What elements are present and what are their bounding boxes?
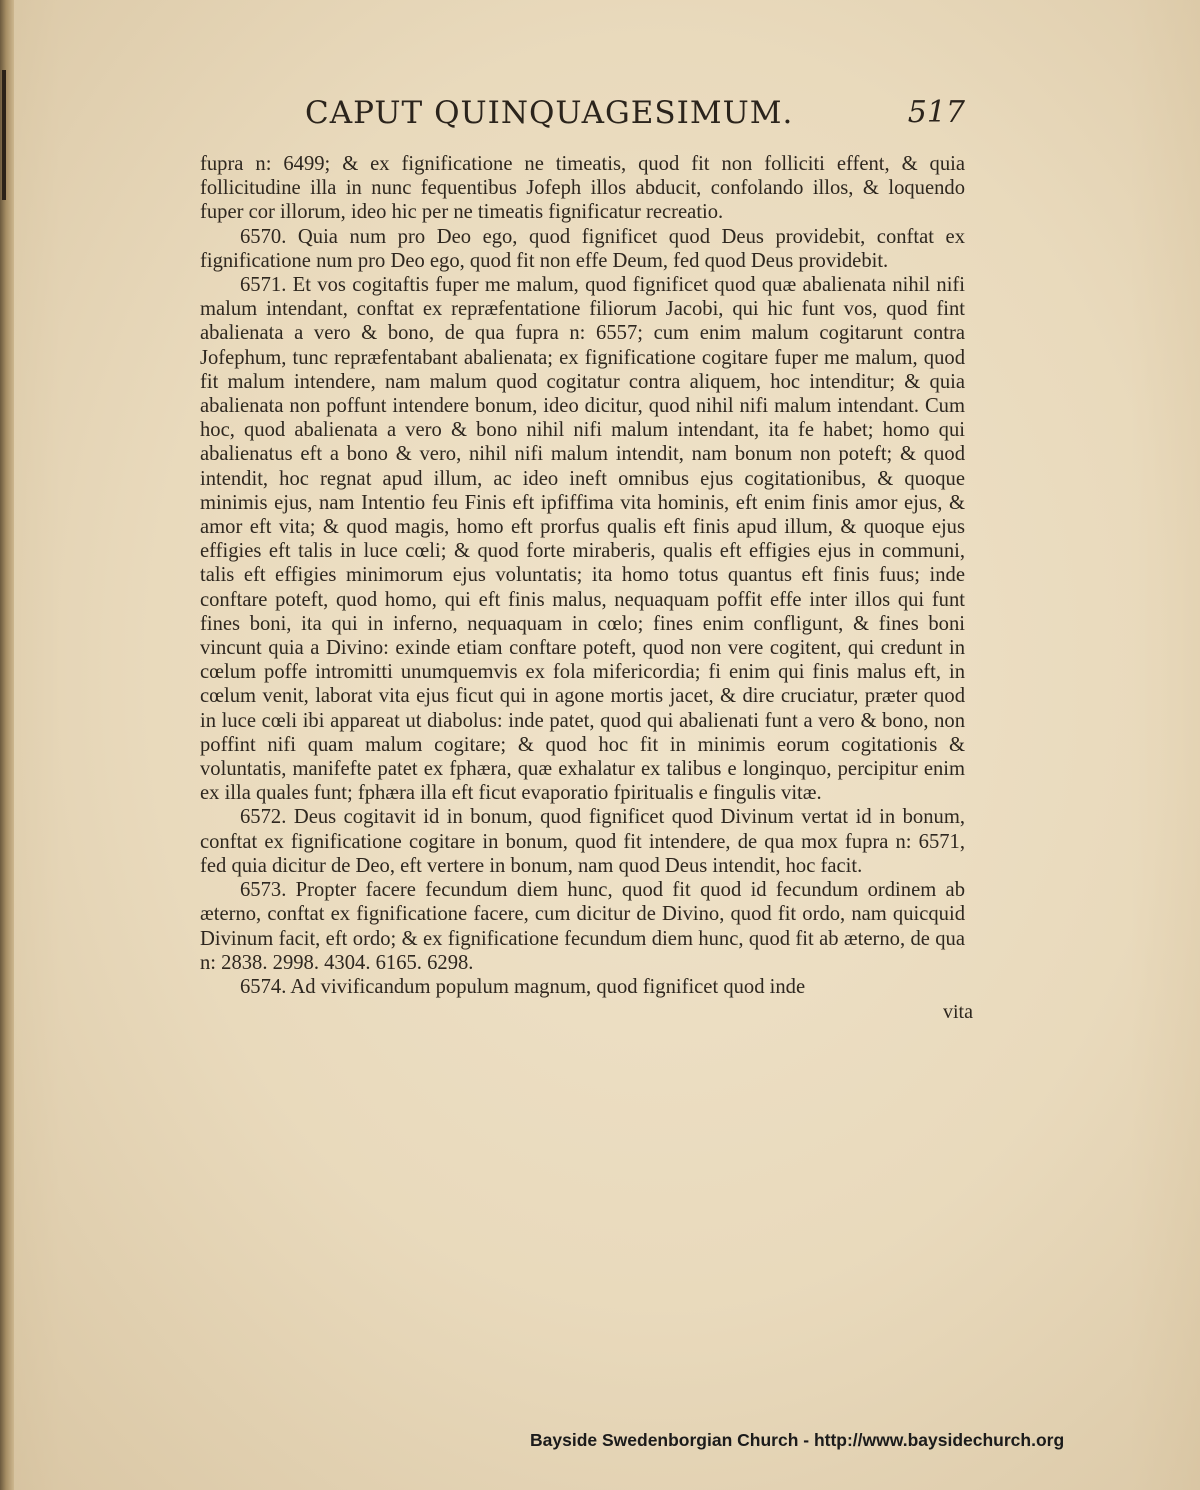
paragraph-6572: 6572. Deus cogitavit id in bonum, quod fignificet quod Divinum vertat id in bonum, conftat ex fignificatione cogitare in bonum, quod fit intendere, de qua mox fupra n: 6571, fed quia dicitur de Deo, eft vertere in bonum, nam quod Deus intendit, hoc facit. bbox=[200, 806, 965, 877]
paragraph-6571: 6571. Et vos cogitaftis fuper me malum, quod fignificet quod quæ abalienata nihil nifi malum intendant, conftat ex repræfentatione filiorum Jacobi, qui hic funt vos, quod fint abalienata a vero & bono, de qua fupra n: 6557; cum enim malum cogitarunt contra Jofephum, tunc repræfentabant abalienata; ex fignificatione cogitare fuper me malum, quod fit malum intendere, nam malum quod cogitatur contra aliquem, hoc intenditur; & quia abalienata non poffunt intendere bonum, ideo dicitur, quod nihil nifi malum intendant. Cum hoc, quod abalienata a vero & bono nihil nifi malum intendant, ita fe habet; homo qui abalienatus eft a bono & vero, nihil nifi malum intendit, nam bonum non poteft; & quod intendit, hoc regnat apud illum, ac ideo ineft omnibus ejus cogitationibus, & quoque minimis ejus, nam Intentio feu Finis eft ipfiffima vita hominis, eft enim finis amor ejus, & amor eft vita; & quod magis, homo eft prorfus qualis eft finis apud illum, & quoque ejus effigies eft talis in luce cœli; & quod forte miraberis, qualis eft effigies ejus in communi, talis eft effigies minimorum ejus voluntatis; ita homo totus quantus eft finis fuus; inde conftare poteft, quod homo, qui eft finis malus, nequaquam poffit effe inter illos qui funt fines boni, ita qui in inferno, nequaquam in cœlo; fines enim confligunt, & fines boni vincunt quia a Divino: exinde etiam conftare poteft, quod non vere cogitent, qui credunt in cœlum poffe intromitti unumquemvis ex fola mifericordia; fi enim qui finis malus eft, in cœlum venit, laborat vita ejus ficut qui in agone mortis jacet, & dire cruciatur, præter quod in luce cœli ibi appareat ut diabolus: inde patet, quod qui abalienati funt a vero & bono, non poffint nifi quam malum cogitare; & quod hoc fit in minimis eorum cogitationis & voluntatis, manifefte patet ex fphæra, quæ exhalatur ex talibus e longinquo, percipitur enim ex illa quales funt; fphæra illa eft ficut evaporatio fpiritualis e fingulis vitæ. bbox=[200, 274, 965, 805]
paragraph-continuation: fupra n: 6499; & ex fignificatione ne timeatis, quod fit non folliciti effent, & quia follicitudine illa in nunc fequentibus Jofeph illos abducit, confolando illos, & loquendo fuper cor illorum, ideo hic per ne timeatis fignificatur recreatio. bbox=[200, 153, 965, 224]
paragraph-6570: 6570. Quia num pro Deo ego, quod fignificet quod Deus providebit, conftat ex fignificatione num pro Deo ego, quod fit non effe Deum, fed quod Deus providebit. bbox=[200, 225, 965, 272]
binding-mark bbox=[2, 70, 6, 200]
page-number: 517 bbox=[907, 95, 965, 130]
paragraph-6574: 6574. Ad vivificandum populum magnum, quod fignificet quod inde bbox=[240, 975, 806, 998]
watermark-text: Bayside Swedenborgian Church - http://www.baysidechurch.org bbox=[530, 1430, 1065, 1450]
catchword: vita bbox=[943, 1001, 973, 1023]
page-header bbox=[200, 95, 975, 145]
body-text bbox=[200, 152, 965, 999]
book-spine-shadow bbox=[0, 0, 14, 1490]
running-title: CAPUT QUINQUAGESIMUM. bbox=[305, 95, 794, 131]
paragraph-6573: 6573. Propter facere fecundum diem hunc, quod fit quod id fecundum ordinem ab æterno, conftat ex fignificatione facere, cum dicitur de Divino, quod fit ordo, nam quicquid Divinum facit, eft ordo; & ex fignificatione fecundum diem hunc, quod fit ab æterno, de qua n: 2838. 2998. 4304. 6165. 6298. bbox=[200, 879, 965, 974]
